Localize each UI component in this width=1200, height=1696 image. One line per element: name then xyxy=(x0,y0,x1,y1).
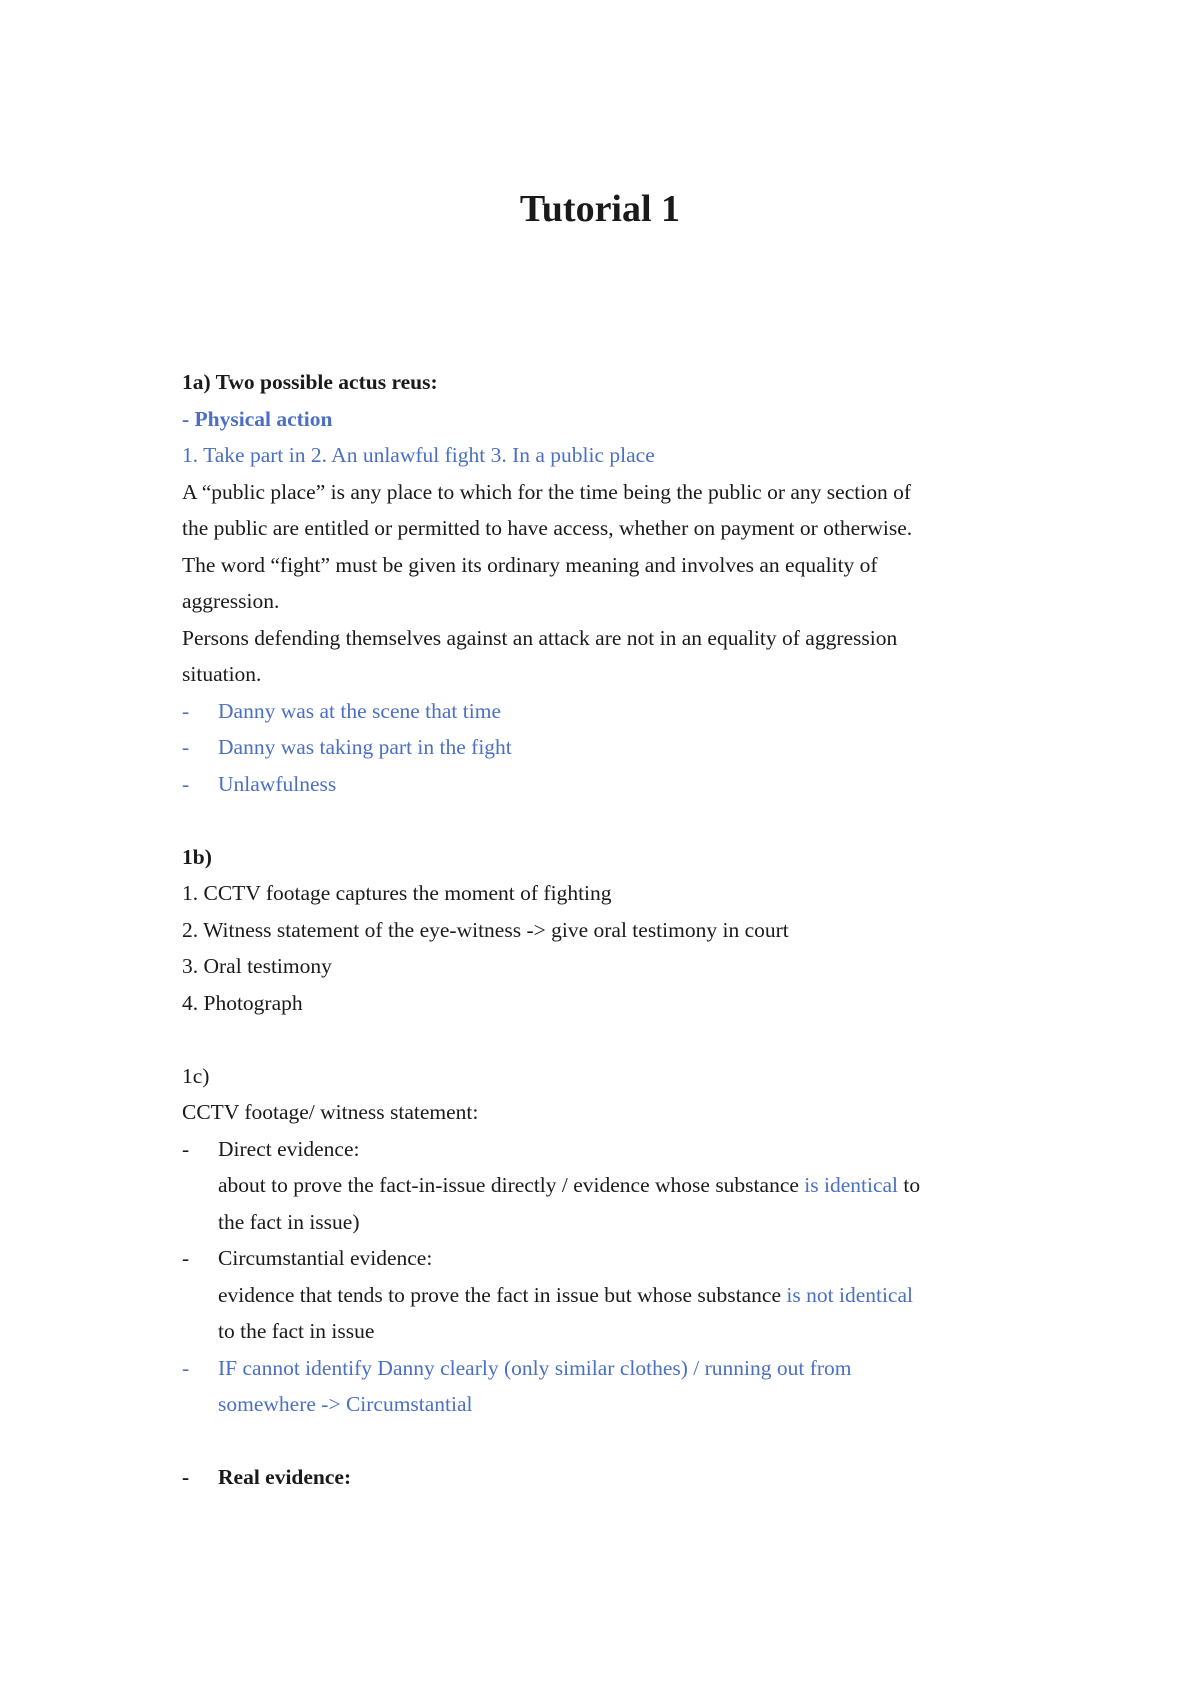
bullet-dash: - xyxy=(182,1355,190,1380)
direct-evidence-definition-line-2: the fact in issue) xyxy=(218,1209,360,1234)
q1a-heading: 1a) Two possible actus reus: xyxy=(182,370,438,394)
bullet-dash: - xyxy=(182,698,190,723)
direct-evidence-definition-line-1 xyxy=(182,1167,1022,1204)
q1a-bullet-text: Danny was at the scene that time xyxy=(218,698,501,723)
q1a-bullet-text: Danny was taking part in the fight xyxy=(218,735,512,759)
if-note-line-2: somewhere -> Circumstantial xyxy=(218,1392,473,1416)
q1b-heading: 1b) xyxy=(182,844,212,869)
q1a-bullet xyxy=(182,693,1022,730)
bullet-dash: - xyxy=(182,1136,190,1161)
q1a-paragraph-3-line-2: situation. xyxy=(182,662,262,686)
page-title: Tutorial 1 xyxy=(519,188,681,230)
document-body xyxy=(182,364,1022,1496)
definition-text: to xyxy=(898,1173,921,1197)
spacer xyxy=(182,1021,1022,1058)
bullet-dash: - xyxy=(182,1246,190,1270)
spacer xyxy=(182,802,1022,839)
bullet-dash: - xyxy=(182,735,190,759)
real-evidence-label: Real evidence: xyxy=(218,1465,352,1489)
spacer xyxy=(182,1423,1022,1460)
if-note-text: IF cannot identify Danny clearly (only similar clothes) / running out from xyxy=(218,1355,852,1380)
q1a-bullet xyxy=(182,766,1022,803)
circumstantial-definition-line-1 xyxy=(182,1277,1022,1314)
q1c-intro: CCTV footage/ witness statement: xyxy=(182,1100,479,1124)
bullet-dash: - xyxy=(182,771,190,796)
highlight-text: is not identical xyxy=(786,1282,913,1307)
circumstantial-evidence-label: Circumstantial evidence: xyxy=(218,1246,433,1270)
q1a-bullet-text: Unlawfulness xyxy=(218,771,337,796)
q1a-bullet xyxy=(182,729,1022,766)
q1c-heading: 1c) xyxy=(182,1063,210,1088)
q1a-subheading: - Physical action xyxy=(182,406,333,431)
q1c-circumstantial-evidence xyxy=(182,1240,1022,1277)
q1a-paragraph-3-line-1: Persons defending themselves against an attack are not in an equality of aggression xyxy=(182,625,898,650)
q1a-elements: 1. Take part in 2. An unlawful fight 3. In a public place xyxy=(182,443,655,467)
q1c-direct-evidence xyxy=(182,1131,1022,1168)
q1b-item: 2. Witness statement of the eye-witness -> give oral testimony in court xyxy=(182,917,789,942)
definition-text: evidence that tends to prove the fact in issue but whose substance xyxy=(218,1282,787,1307)
q1a-paragraph-1-line-1: A “public place” is any place to which for the time being the public or any section of xyxy=(182,479,911,504)
q1a-paragraph-2-line-1: The word “fight” must be given its ordinary meaning and involves an equality of xyxy=(182,552,878,577)
q1b-item: 1. CCTV footage captures the moment of fighting xyxy=(182,881,612,905)
highlight-text: is identical xyxy=(804,1173,899,1197)
q1a-paragraph-2-line-2: aggression. xyxy=(182,589,280,613)
q1b-item: 4. Photograph xyxy=(182,990,303,1015)
q1c-real-evidence xyxy=(182,1459,1022,1496)
circumstantial-definition-line-2: to the fact in issue xyxy=(218,1319,375,1343)
q1c-if-note xyxy=(182,1350,1022,1387)
q1a-paragraph-1-line-2: the public are entitled or permitted to have access, whether on payment or otherwise. xyxy=(182,516,913,540)
q1b-item: 3. Oral testimony xyxy=(182,954,332,978)
direct-evidence-label: Direct evidence: xyxy=(218,1136,360,1161)
definition-text: about to prove the fact-in-issue directly / evidence whose substance xyxy=(218,1173,805,1197)
bullet-dash: - xyxy=(182,1465,190,1489)
